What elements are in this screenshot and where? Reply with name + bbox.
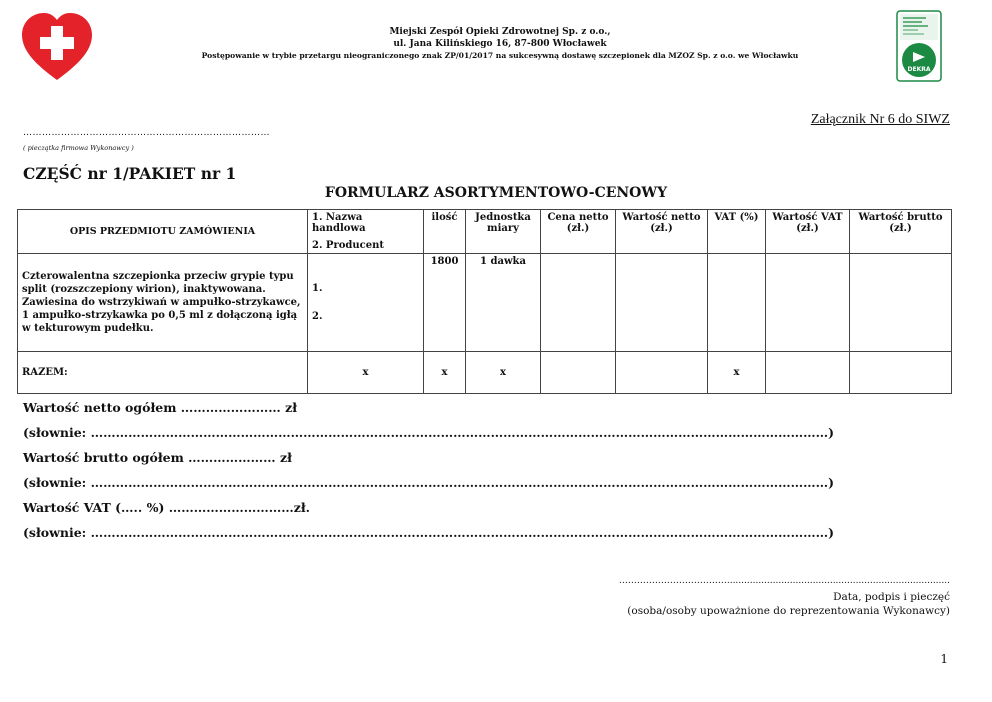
signature-line-1: Data, podpis i pieczęć (833, 591, 950, 603)
total-brutto-words: (słownie: ……………………………………………………………………………………………………………………………………………………………) (23, 475, 835, 490)
sum-wartosc-brutto[interactable] (850, 352, 952, 394)
signature-dots: ……………………………….............................................................................. (618, 576, 950, 586)
header-opis: OPIS PRZEDMIOTU ZAMÓWIENIA (18, 210, 308, 254)
item-description: Czterowalentna szczepionka przeciw grypie typu split (rozszczepiony wirion), inaktywowana. Zawiesina do wstrzykiwań w ampułko-strzykawce, 1 ampułko-strzykawka po 0,5 ml z dołączoną igłą w tekturowym pudełku. (18, 254, 308, 352)
sum-x-ilosc: x (424, 352, 466, 394)
signature-line-2: (osoba/osoby upoważnione do reprezentowania Wykonawcy) (627, 605, 950, 617)
total-vat: Wartość VAT (….. %) …………………………zł. (23, 500, 311, 515)
sum-cena-netto[interactable] (541, 352, 616, 394)
item-jednostka: 1 dawka (466, 254, 541, 352)
table-header-row (18, 210, 952, 254)
sum-row (18, 352, 952, 394)
header-nazwa-1: 1. Nazwa handlowa (312, 212, 366, 234)
item-vat[interactable] (708, 254, 766, 352)
header-wartosc-netto: Wartość netto (zł.) (616, 210, 708, 254)
form-title: FORMULARZ ASORTYMENTOWO-CENOWY (324, 185, 668, 201)
header-nazwa-2: 2. Producent (312, 240, 384, 251)
item-line-2[interactable]: 2. (312, 310, 323, 322)
item-wartosc-brutto[interactable] (850, 254, 952, 352)
sum-wartosc-vat[interactable] (766, 352, 850, 394)
header-jednostka: Jednostka miary (466, 210, 541, 254)
sum-x-vat: x (708, 352, 766, 394)
item-line-1[interactable]: 1. (312, 282, 323, 294)
item-wartosc-vat[interactable] (766, 254, 850, 352)
header-ilosc: ilość (424, 210, 466, 254)
header-wartosc-vat: Wartość VAT (zł.) (766, 210, 850, 254)
item-cena-netto[interactable] (541, 254, 616, 352)
page-number: 1 (940, 652, 948, 666)
org-name: Miejski Zespół Opieki Zdrowotnej Sp. z o.o., (389, 27, 611, 37)
org-address: ul. Jana Kilińskiego 16, 87-800 Włocławek (393, 39, 607, 49)
header-cena-netto: Cena netto (zł.) (541, 210, 616, 254)
total-vat-words: (słownie: ……………………………………………………………………………………………………………………………………………………………) (23, 525, 835, 540)
pricing-table (17, 209, 952, 394)
header-vat: VAT (%) (708, 210, 766, 254)
header-wartosc-brutto: Wartość brutto (zł.) (850, 210, 952, 254)
sum-wartosc-netto[interactable] (616, 352, 708, 394)
item-product-cell (308, 254, 424, 352)
sum-x-nazwa: x (308, 352, 424, 394)
stamp-dots: …………………………………………………………………… (23, 128, 270, 138)
annex-label: Załącznik Nr 6 do SIWZ (810, 112, 950, 127)
sum-label: RAZEM: (18, 352, 308, 394)
heart-cross-logo (18, 10, 96, 82)
procedure-line: Postępowanie w trybie przetargu nieograniczonego znak ZP/01/2017 na sukcesywną dostawę szczepionek dla MZOZ Sp. z o.o. we Włocławku (201, 51, 799, 60)
total-netto: Wartość netto ogółem …………………… zł (23, 400, 298, 415)
item-wartosc-netto[interactable] (616, 254, 708, 352)
certification-badge-icon (896, 10, 942, 82)
total-netto-words: (słownie: ……………………………………………………………………………………………………………………………………………………………) (23, 425, 835, 440)
table-row (18, 254, 952, 352)
header-nazwa (308, 210, 424, 254)
part-title: CZĘŚĆ nr 1/PAKIET nr 1 (23, 164, 237, 183)
total-brutto: Wartość brutto ogółem ………………… zł (23, 450, 292, 465)
sum-x-jednostka: x (466, 352, 541, 394)
item-ilosc: 1800 (424, 254, 466, 352)
stamp-note: ( pieczątka firmowa Wykonawcy ) (23, 144, 134, 152)
cert-label: DEKRA (907, 66, 931, 73)
